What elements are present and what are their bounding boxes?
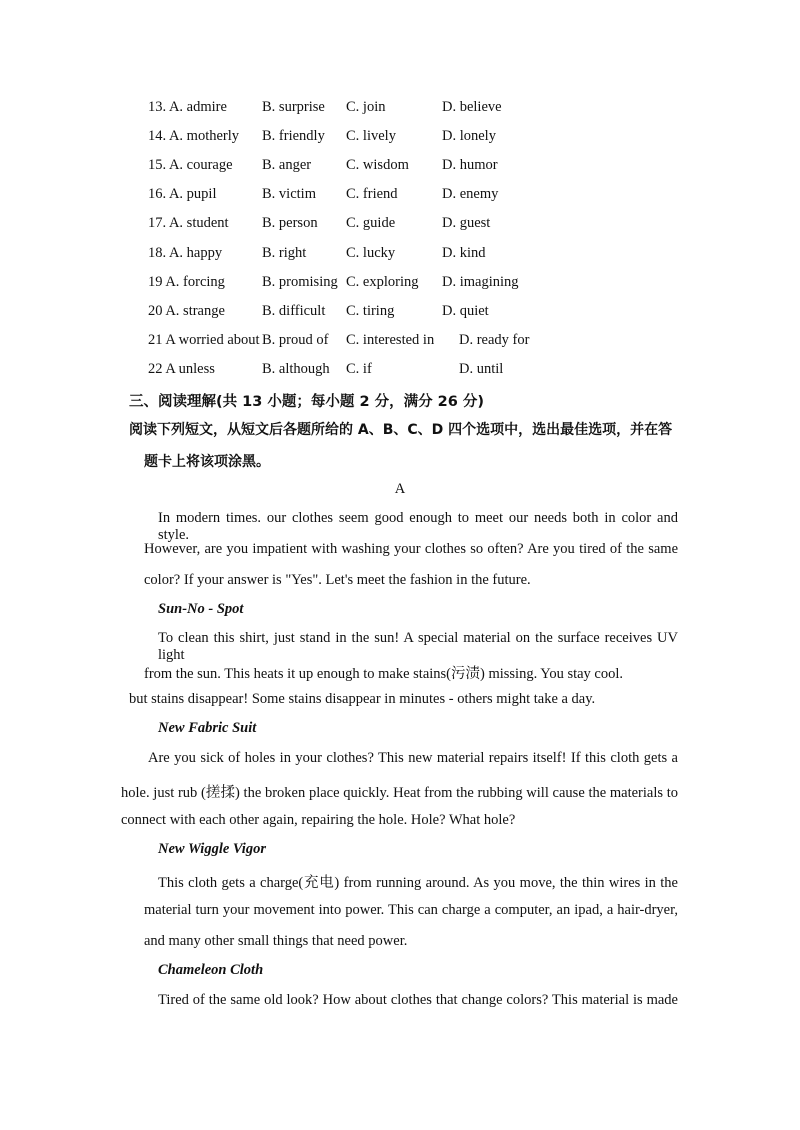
option-a: 13. A. admire [148, 99, 227, 115]
option-a: 18. A. happy [148, 245, 223, 261]
option-d: D. humor [442, 157, 498, 173]
option-b: B. victim [262, 186, 316, 202]
section-instruction: 阅读下列短文，从短文后各题所给的 A、B、C、D 四个选项中，选出最佳选项，并在答 [129, 422, 673, 438]
option-a: 22 A unless [148, 361, 215, 377]
option-a: 20 A. strange [148, 303, 225, 319]
paragraph-line: However, are you impatient with washing your clothes so often? Are you tired of the same [144, 541, 678, 557]
section-heading: 三、阅读理解(共 13 小题；每小题 2 分，满分 26 分) [129, 394, 484, 410]
item-title: New Fabric Suit [158, 720, 257, 736]
paragraph-line: Are you sick of holes in your clothes? This new material repairs itself! If this cloth gets a [148, 750, 678, 766]
option-c: C. friend [346, 186, 398, 202]
paragraph-line: In modern times. our clothes seem good enough to meet our needs both in color and style. [158, 510, 678, 543]
paragraph-line: color? If your answer is "Yes". Let's meet the fashion in the future. [144, 572, 531, 588]
section-instruction: 题卡上将该项涂黑。 [144, 454, 270, 470]
option-d: D. imagining [442, 274, 519, 290]
option-b: B. person [262, 215, 318, 231]
paragraph-line: To clean this shirt, just stand in the sun! A special material on the surface receives UV light [158, 630, 678, 663]
option-a: 15. A. courage [148, 157, 233, 173]
option-c: C. join [346, 99, 386, 115]
paragraph-line: hole. just rub (搓揉) the broken place quickly. Heat from the rubbing will cause the materials to [121, 785, 678, 801]
option-a: 19 A. forcing [148, 274, 225, 290]
item-title: New Wiggle Vigor [158, 841, 266, 857]
option-d: D. quiet [442, 303, 489, 319]
option-d: D. ready for [459, 332, 530, 348]
option-a: 14. A. motherly [148, 128, 240, 144]
item-title: Chameleon Cloth [158, 962, 264, 978]
option-b: B. friendly [262, 128, 325, 144]
option-c: C. lively [346, 128, 396, 144]
option-d: D. kind [442, 245, 486, 261]
paragraph-line: connect with each other again, repairing the hole. Hole? What hole? [121, 812, 516, 828]
passage-letter: A [394, 481, 406, 497]
option-d: D. enemy [442, 186, 499, 202]
option-c: C. exploring [346, 274, 419, 290]
option-d: D. believe [442, 99, 502, 115]
paragraph-line: Tired of the same old look? How about clothes that change colors? This material is made [158, 992, 678, 1008]
option-a: 16. A. pupil [148, 186, 217, 202]
item-title: Sun-No - Spot [158, 601, 244, 617]
paragraph-line: but stains disappear! Some stains disappear in minutes - others might take a day. [129, 691, 596, 707]
option-b: B. proud of [262, 332, 329, 348]
option-c: C. if [346, 361, 372, 377]
option-d: D. lonely [442, 128, 496, 144]
option-d: D. guest [442, 215, 491, 231]
option-b: B. right [262, 245, 307, 261]
option-b: B. promising [262, 274, 338, 290]
paragraph-line: and many other small things that need power. [144, 933, 408, 949]
paragraph-line: from the sun. This heats it up enough to make stains(污渍) missing. You stay cool. [144, 666, 624, 682]
option-c: C. tiring [346, 303, 395, 319]
option-c: C. lucky [346, 245, 396, 261]
option-c: C. guide [346, 215, 396, 231]
paragraph-line: material turn your movement into power. This can charge a computer, an ipad, a hair-dryer, [144, 902, 678, 918]
paragraph-line: This cloth gets a charge(充电) from running around. As you move, the thin wires in the [158, 875, 678, 891]
option-b: B. difficult [262, 303, 326, 319]
option-a: 21 A worried about [148, 332, 260, 348]
option-d: D. until [459, 361, 504, 377]
option-a: 17. A. student [148, 215, 229, 231]
option-b: B. surprise [262, 99, 325, 115]
option-c: C. interested in [346, 332, 435, 348]
option-b: B. anger [262, 157, 312, 173]
option-b: B. although [262, 361, 330, 377]
option-c: C. wisdom [346, 157, 409, 173]
